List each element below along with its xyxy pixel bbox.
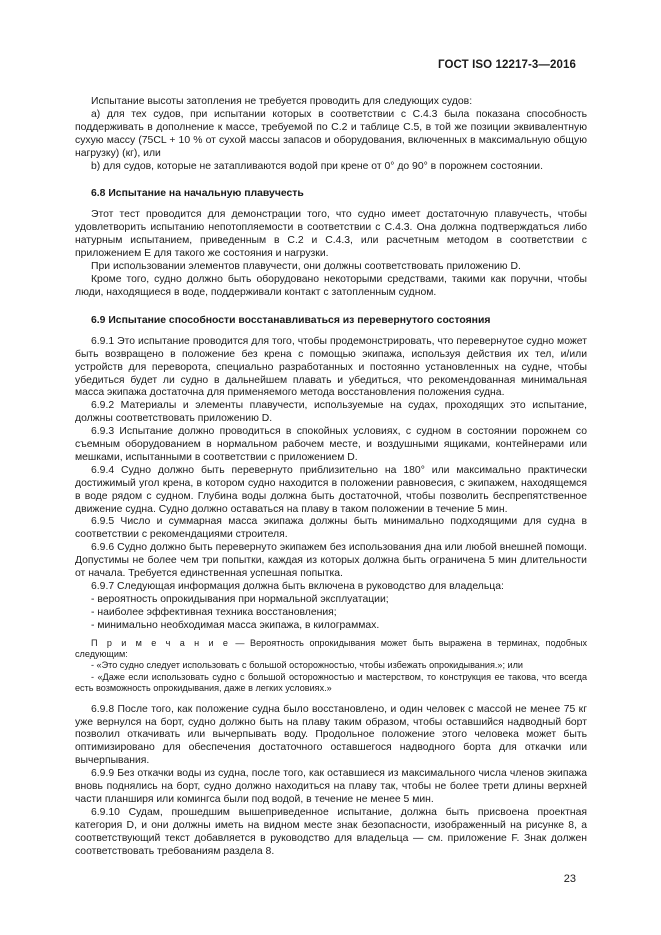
note-label: П р и м е ч а н и е [91,637,230,648]
clause-6-9-3: 6.9.3 Испытание должно проводиться в спокойных условиях, с судном в состоянии порожнем со съемным оборудованием в нормальном рабочем месте, и воздушными ящиками, контейнерами или мешками, испытанными в соответствии с приложением D. [75,426,587,463]
clause-6-9-9: 6.9.9 Без откачки воды из судна, после того, как оставшиеся из максимального числа членов экипажа вновь поднялись на борт, судно должно находиться на плаву так, чтобы не более трети длины верхней части планширя или комингса были под водой, в течение не менее 5 мин. [75,768,587,805]
clause-6-9-4: 6.9.4 Судно должно быть перевернуто приблизительно на 180° или максимально практически достижимый угол крена, в котором судно находится в положении равновесия, с экипажем, находящемся в воде рядом с судном. Глубина воды должна быть достаточной, чтобы позволить беспрепятственное движение судна. Судно должно оставаться на плаву в таком положении в течение 5 мин. [75,464,587,515]
clause-6-9-7: 6.9.7 Следующая информация должна быть включена в руководство для владельца: [91,581,504,592]
list-item: - наиболее эффективная техника восстановления; [91,606,337,618]
intro-paragraph: Испытание высоты затопления не требуется проводить для следующих судов: [91,96,473,107]
intro-item-a: а) для тех судов, при испытании которых в соответствии с С.4.3 была показана способность поддерживать в дополнение к массе, требуемой по С.2 и таблице С.5, в той же позиции эквивалентную сухую массу (75CL + 10 % от сухой массы запасов и оборудования, включенных в максимальную общую нагрузку) (кг), или [75,108,587,159]
note [75,638,587,661]
section-6-8-paragraph: При использовании элементов плавучести, они должны соответствовать приложению D. [91,261,521,273]
section-6-8-paragraph: Кроме того, судно должно быть оборудовано некоторыми средствами, такими как поручни, чтобы люди, находящиеся в воде, поддерживали контакт с затопленным судном. [75,273,587,298]
clause-6-9-5: 6.9.5 Число и суммарная масса экипажа должны быть минимально подходящими для судна в соответствии с рекомендациями строителя. [75,516,587,541]
list-item: - вероятность опрокидывания при нормальной эксплуатации; [91,593,389,605]
note-line: - «Даже если использовать судно с большой осторожностью и мастерством, то конструкция ее такова, что всегда есть возможность опрокидывания, даже в легких условиях.» [75,671,587,694]
document-header: ГОСТ ISO 12217-3—2016 [438,59,576,71]
list-item: - минимально необходимая масса экипажа, в килограммах. [91,619,380,631]
clause-6-9-8: 6.9.8 После того, как положение судна было восстановлено, и один человек с массой не менее 75 кг уже вернулся на борт, судно должно быть на плаву таким образом, чтобы оставшийся надводный борт позволил откачивать или вычерпывать воду. Продольное положение этого человека может быть оптимизировано для обеспечения достаточного оставшегося надводного борта для откачки или вычерпывания. [75,703,587,767]
page-number: 23 [563,873,576,885]
note-line: - «Это судно следует использовать с большой осторожностью, чтобы избежать опрокидывания.»; или [91,660,523,671]
clause-6-9-1: 6.9.1 Это испытание проводится для того, чтобы продемонстрировать, что перевернутое судно может быть возвращено в положение без крена с помощью экипажа, используя действия их тел, и/или устройств для переворота, специально разработанных и постоянно установленных на судне, чтобы убедиться будет ли судно в дальнейшем плавать и убедиться, что рекомендованная минимальная масса экипажа достаточна для применяемого метода восстановления положения судна. [75,335,587,399]
section-6-9-heading: 6.9 Испытание способности восстанавливаться из перевернутого состояния [91,314,491,326]
intro-item-b: b) для судов, которые не затапливаются водой при крене от 0° до 90° в порожнем состоянии. [91,160,543,172]
document-body [75,96,587,859]
note-text: — Вероятность опрокидывания может быть выражена в терминах, подобных следующим: [75,637,588,660]
section-6-8-heading: 6.8 Испытание на начальную плавучесть [91,188,304,200]
clause-6-9-2: 6.9.2 Материалы и элементы плавучести, используемые на судах, проходящих это испытание, должны соответствовать приложению D. [75,400,587,425]
clause-6-9-6: 6.9.6 Судно должно быть перевернуто экипажем без использования дна или любой внешней помощи. Допустимы не более чем три попытки, каждая из которых должна быть ограничена 5 мин длительности от начала. Требуется единственная успешная попытка. [75,542,587,580]
section-6-8-paragraph: Этот тест проводится для демонстрации того, что судно имеет достаточную плавучесть, чтобы удовлетворить испытанию непотопляемости в соответствии с С.4.3. Она должна подтверждаться либо натурным испытанием, приведенным в С.2 и С.4.3, или расчетным методом в соответствии с приложением Е для такого же состояния и нагрузки. [75,209,587,260]
clause-6-9-10: 6.9.10 Судам, прошедшим вышеприведенное испытание, должна быть присвоена проектная категория D, и они должны иметь на видном месте знак безопасности, изображенный на рисунке 8, а соответствующий текст добавляется в руководство для владельца — см. приложение F. Знак должен соответствовать требованиям раздела 8. [75,806,587,857]
